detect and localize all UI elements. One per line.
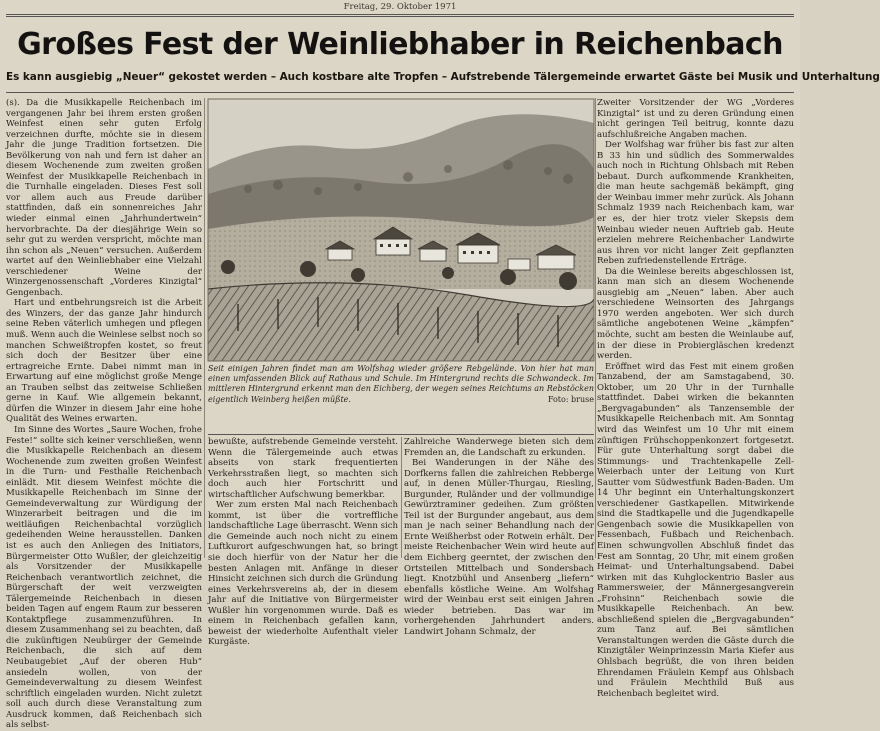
top-rule-2	[6, 16, 794, 17]
paragraph: Bei Wanderungen in der Nähe des Dorfkerns fallen die zahlreichen Rebberge auf, in denen Müller-Thurgau, Riesling, Burgunder, Ruländer und der vollmundige Gewürztraminer gedeihen. Zum größten Teil ist der Burgunder angebaut, aus dem man je nach seiner Behandlung nach der Ernte Weißherbst oder Rotwein erhält. Der meiste Reichenbacher Wein wird heute auf dem Eichberg geerntet, der zwischen den Ortsteilen Mittelbach und Sondersbach liegt. Knotzbühl und Ansenberg „liefern“ ebenfalls köstliche Weine. Am Wolfshag wird der Weinbau erst seit einigen Jahren wieder betrieben. Das war im vorhergehenden Jahrhundert anders. Landwirt Johann Schmalz, der	[404, 458, 594, 637]
headline: Großes Fest der Weinliebhaber in Reichenbach	[17, 27, 783, 62]
paragraph: Da die Weinlese bereits abgeschlossen ist, kann man sich an diesem Wochenende ausgiebig am „Neuen“ laben. Aber auch verschiedene Weinsorten des Jahrgangs 1970 werden angeboten. Wer sich durch sämtliche angebotenen Weine „kämpfen“ möchte, sucht am besten die Weinlaube auf, in der diese in Probiergläschen kredenzt werden.	[597, 266, 794, 362]
paragraph: Im Sinne des Wortes „Saure Wochen, frohe Feste!“ sollte sich keiner verschließen, wenn die Musikkapelle Reichenbach an diesem Wochenende zum zweiten großen Weinfest in die Turn- und Festhalle Reichenbach einlädt. Mit diesem Weinfest möchte die Musikkapelle Reichenbach im Sinne der Gemeindeverwaltung zur Würdigung der Winzerarbeit beitragen und die im weitläufigen Reichenbachtal vorzüglich gedeihenden Weine herausstellen. Danken ist es auch den Anliegen des Initiators, Bürgermeister Otto Wußler, der gleichzeitig als Vorsitzender der Musikkapelle Reichenbach verantwortlich zeichnet, die Bürgerschaft der weit verzweigten Tälergemeinde Reichenbach in diesen beiden Tagen auf engem Raum zur besseren Kontaktpflege zusammenzuführen. In diesem Zusammenhang sei zu beachten, daß die zukünftigen Neubürger der Gemeinde Reichenbach, die sich auf dem Neubaugebiet „Auf der oberen Hub“ ansiedeln wollen, von der Gemeindeverwaltung zu diesem Weinfest schriftlich eingeladen wurden. Nicht zuletzt soll auch durch diese Veranstaltung zum Ausdruck kommen, daß Reichenbach sich als selbst-	[6, 424, 202, 731]
paragraph: Wer zum ersten Mal nach Reichenbach kommt, ist über die vortreffliche landschaftliche Lage überrascht. Wenn sich die Gemeinde auch noch nicht zu einem Luftkurort aufgeschwungen hat, so bringt sie doch hierfür von der Natur her die besten Anlagen mit. Anfänge in dieser Hinsicht zeichnen sich durch die Gründung eines Verkehrsvereins ab, der in diesem Jahr auf die Initiative von Bürgermeister Wußler hin vorgenommen wurde. Daß es einem in Reichenbach gefallen kann, beweist der wiederholte Aufenthalt vieler Kurgäste.	[208, 500, 398, 648]
photo-caption	[208, 364, 594, 434]
paragraph: Eröffnet wird das Fest mit einem großen Tanzabend, der am Samstagabend, 30. Oktober, um 20 Uhr in der Turnhalle stattfindet. Dabei wirken die bekannten „Bergvagabunden“ als Tanzensemble der Musikkapelle Reichenbach mit. Am Sonntag wird das Weinfest um 10 Uhr mit einem zünftigen Frühschoppenkonzert fortgesetzt. Für gute Unterhaltung sorgt dabei die Stimmungs- und Trachtenkapelle Zell-Weierbach unter der Leitung von Kurt Sautter vom Südwestfunk Baden-Baden. Um 14 Uhr beginnt ein Unterhaltungskonzert verschiedener Gastkapellen. Mitwirkende sind die Stadtkapelle und die Jugendkapelle Gengenbach sowie die Musikkapellen von Fessenbach, Fußbach und Reichenbach. Einen schwungvollen Abschluß findet das Fest am Sonntag, 20 Uhr, mit einem großen Heimat- und Unterhaltungsabend. Dabei wirken mit das Kuhglockentrio Basler aus Rammersweier, der Männergesangverein „Frohsinn“ Reichenbach sowie die Musikkapelle Reichenbach. An bew. abschließend spielen die „Bergvagabunden“ zum Tanz auf. Bei sämtlichen Veranstaltungen werden die Gäste durch die Kinzigtäler Weinprinzessin Maria Kiefer aus Ohlsbach begrüßt, die von ihren beiden Ehrendamen Fräulein Kempf aus Ohlsbach und Fräulein Mechthild Buß aus Reichenbach begleitet wird.	[597, 361, 794, 699]
caption-text: Seit einigen Jahren findet man am Wolfshag wieder größere Rebgelände. Von hier hat man einen umfassenden Blick auf Rathaus und Schule. Im Hintergrund rechts die Schwandeck. Im mittleren Hintergrund erkennt man den Eichberg, der wegen seines Reichtums an Rebstöcken eigentlich Weinberg heißen müßte.	[208, 364, 594, 404]
article-column-4	[597, 98, 794, 699]
subhead-rule	[6, 92, 794, 93]
caption-rule	[208, 434, 594, 435]
paragraph: bewußte, aufstrebende Gemeinde versteht. Wenn die Tälergemeinde auch etwas abseits von stark frequentierten Verkehrsstraßen liegt, so machten sich doch auch hier Fortschritt und wirtschaftlicher Aufschwung bemerkbar.	[208, 437, 398, 500]
article-column-1	[6, 98, 202, 731]
vineyard-photo	[208, 99, 594, 361]
column-divider	[401, 437, 402, 558]
subheadline: Es kann ausgiebig „Neuer“ gekostet werden – Auch kostbare alte Tropfen – Aufstrebende Tälergemeinde erwartet Gäste bei Musik und Unterhaltung	[6, 71, 880, 83]
landscape-illustration	[208, 99, 594, 361]
paragraph: Zweiter Vorsitzender der WG „Vorderes Kinzigtal“ ist und zu deren Gründung einen nicht geringen Teil beitrug, konnte dazu aufschlußreiche Angaben machen.	[597, 98, 794, 140]
paragraph: Der Wolfshag war früher bis fast zur alten B 33 hin und südlich des Sommerwaldes auch noch in Richtung Ohlsbach mit Reben bebaut. Durch aufkommende Krankheiten, die man heute sachgemäß bekämpft, ging der Weinbau immer mehr zurück. Als Johann Schmalz 1939 nach Reichenbach kam, war er es, der hier trotz vieler Skepsis dem Weinbau wieder neuen Auftrieb gab. Heute erzielen mehrere Reichenbacher Landwirte aus ihren vor nicht langer Zeit gepflanzten Reben zufriedenstellende Erträge.	[597, 140, 794, 267]
photo-credit: Foto: bruse	[547, 394, 594, 404]
top-rule	[6, 14, 794, 15]
column-divider	[204, 98, 205, 558]
paragraph: Hart und entbehrungsreich ist die Arbeit des Winzers, der das ganze Jahr hindurch seine Reben väterlich umhegen und pflegen muß. Wenn auch die Weinlese selbst noch so manchen Schweißtropfen kostet, so freut sich doch der Besitzer über eine ertragreiche Ernte. Dabei nimmt man in Erwartung auf eine möglichst große Menge an Trauben selbst das zeitweise Schließen gerne in Kauf. Wie allgemein bekannt, dürfen die Winzer in diesem Jahr eine hohe Qualität des Weines erwarten.	[6, 298, 202, 425]
article-column-2	[208, 437, 398, 648]
paragraph: Zahlreiche Wanderwege bieten sich dem Fremden an, die Landschaft zu erkunden.	[404, 437, 594, 458]
dateline: Freitag, 29. Oktober 1971	[343, 2, 457, 12]
article-column-3	[404, 437, 594, 637]
column-divider	[595, 98, 596, 558]
paragraph: (s). Da die Musikkapelle Reichenbach im vergangenen Jahr bei ihrem ersten großen Weinfest einen sehr guten Erfolg verzeichnen durfte, möchte sie in diesem Jahr die junge Tradition fortsetzen. Die Bevölkerung von nah und fern ist daher an diesem Wochenende zum zweiten großen Weinfest der Musikkapelle Reichenbach in die Turnhalle eingeladen. Dieses Fest soll vor allem auch aus Freude darüber stattfinden, daß ein sonnenreiches Jahr wieder einmal einen „Jahrhundertwein“ hervorbrachte. Da der diesjährige Wein so sehr gut zu werden verspricht, möchte man ihn schon als „Neuen“ versuchen. Außerdem wartet auf den Weinliebhaber eine Vielzahl verschiedener Weine der Winzergenossenschaft „Vorderes Kinzigtal“ Gengenbach.	[6, 98, 202, 298]
